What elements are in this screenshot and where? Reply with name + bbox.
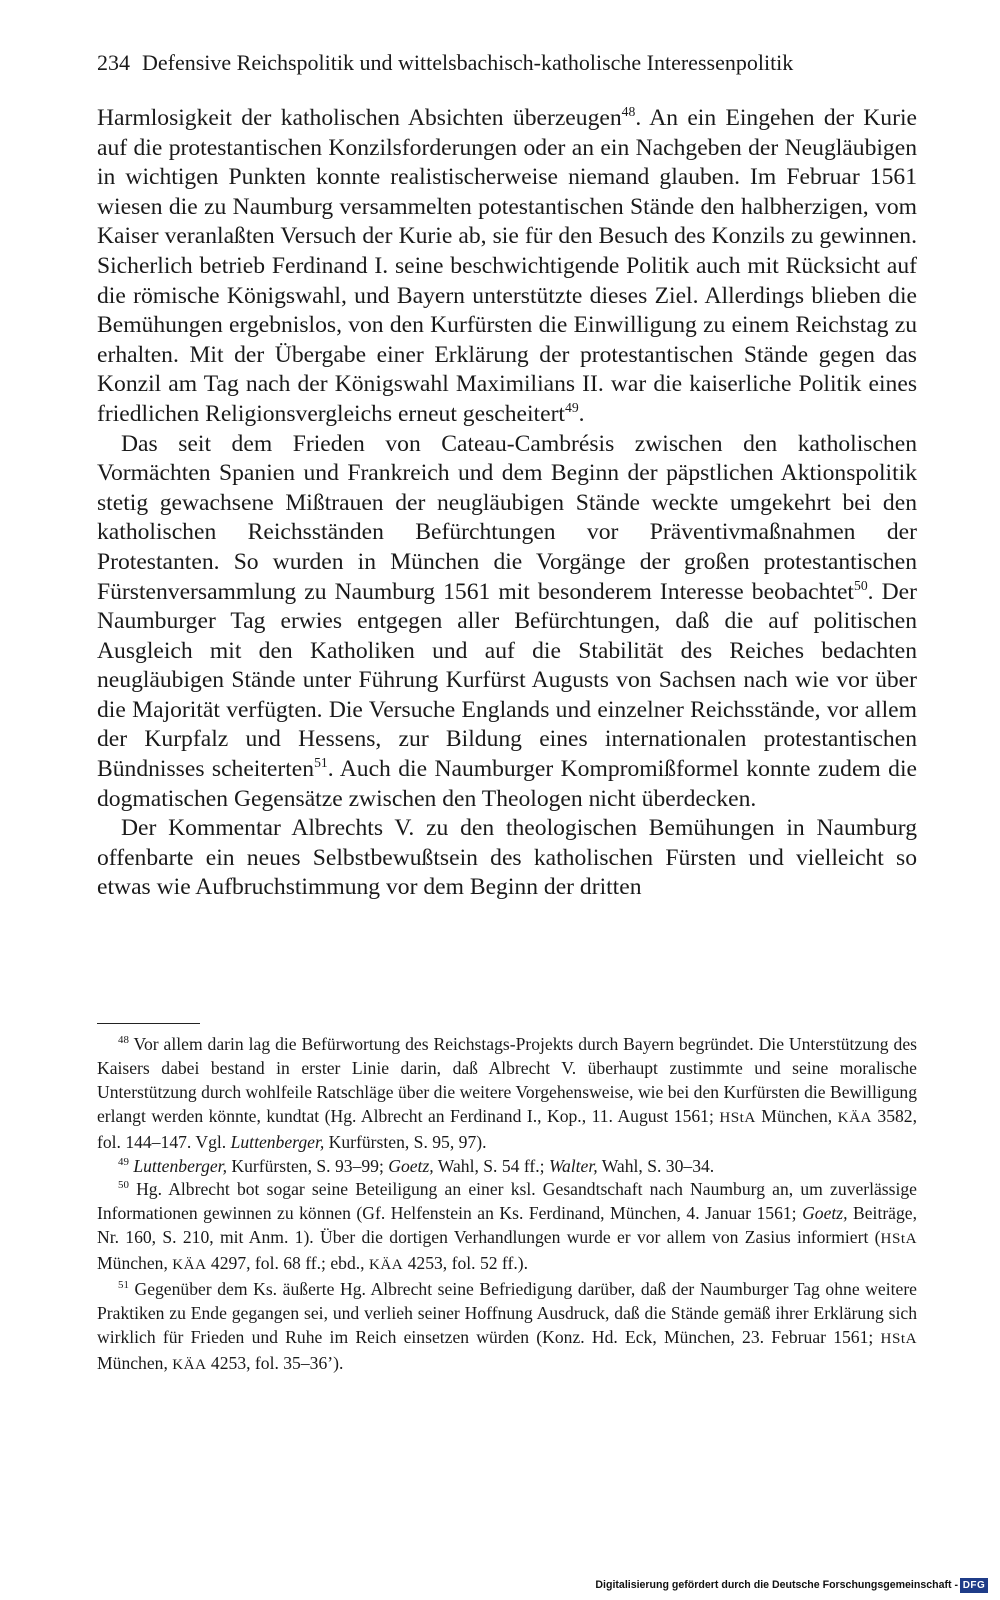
page-number: 234 [97,50,130,75]
digitization-credit: Digitalisierung gefördert durch die Deutsche Forschungsgemeinschaft - [595,1579,958,1591]
dfg-logo: DFG [960,1578,988,1593]
running-header [97,50,887,76]
footnote-number: 48 [118,1034,129,1047]
footnotes [97,1033,917,1378]
footnote-ref-49[interactable]: 49 [565,400,579,416]
main-text [97,104,917,903]
footnote-number: 51 [118,1279,129,1292]
footnote-48: $^{48}$ Vor allem darin lag die Befürwortung des Reichstags-Projekts durch Bayern begründet. Die Unterstützung des Kaisers dabei bestand in erster Linie darin, daß Albrecht V. überhaupt zustimmte und seine moralische Unterstützung durch wohlfeile Ratschläge über die weitere Vorgehensweise, wie bei den Kurfürsten die Bewilligung erlangt werden könnte, kundtat (Hg. Albrecht an Ferdinand I., Kop., 11. August 1561; HStA München, KÄA 3582, fol. 144–147. Vgl. Luttenberger, Kurfürsten, S. 95, 97). [97,1034,917,1152]
footnote-49: $^{49}$ Luttenberger, Kurfürsten, S. 93–99; Goetz, Wahl, S. 54 ff.; Walter, Wahl, S. 30–34. [118,1155,715,1176]
footnote-number: 50 [118,1179,129,1192]
running-title: Defensive Reichspolitik und wittelsbachisch-katholische Interessenpolitik [142,50,794,75]
paragraph-2: Das seit dem Frieden von Cateau-Cambrésis zwischen den katholischen Vormächten Spanien und Frankreich und dem Beginn der päpstlichen Aktionspolitik stetig gewachsene Mißtrauen der neugläubigen Stände weckte umgekehrt bei den katholischen Reichsständen Befürchtungen vor Präventivmaßnahmen der Protestanten. So wurden in München die Vorgänge der großen protestantischen Fürstenversammlung zu Naumburg 1561 mit besonderem Interesse beobachtet$^{50}$. Der Naumburger Tag erwies entgegen aller Befürchtungen, daß die auf politischen Ausgleich mit den Katholiken und auf die Stabilität des Reiches bedachten neugläubigen Stände unter Führung Kurfürst Augusts von Sachsen nach wie vor über die Majorität verfügten. Die Versuche Englands und einzelner Reichsstände, vor allem der Kurpfalz und Hessens, zur Bildung eines internationalen protestantischen Bündnisses scheiterten$^{51}$. Auch die Naumburger Kompromißformel konnte zudem die dogmatischen Gegensätze zwischen den Theologen nicht überdecken. [97,430,917,812]
paragraph-3: Der Kommentar Albrechts V. zu den theologischen Bemühungen in Naumburg offenbarte ein neues Selbstbewußtsein des katholischen Fürsten und vielleicht so etwas wie Aufbruchstimmung vor dem Beginn der dritten [97,815,917,901]
footnote-ref-48[interactable]: 48 [621,104,636,120]
footnote-ref-50[interactable]: 50 [854,577,868,593]
paragraph-1: Harmlosigkeit der katholischen Absichten überzeugen$^{48}$. An ein Eingehen der Kurie auf die protestantischen Konzilsforderungen oder an ein Nachgeben der Neugläubigen in wichtigen Punkten konnte realistischerweise niemand glauben. Im Februar 1561 wiesen die zu Naumburg versammelten potestantischen Stände den halbherzigen, vom Kaiser veranlaßten Versuch der Kurie ab, sie für den Besuch des Konzils zu gewinnen. Sicherlich betrieb Ferdinand I. seine beschwichtigende Politik auch mit Rücksicht auf die römische Königswahl, und Bayern unterstützte dieses Ziel. Allerdings blieben die Bemühungen ergebnislos, von den Kurfürsten die Einwilligung zu einem Reichstag zu erhalten. Mit der Übergabe einer Erklärung der protestantischen Stände gegen das Konzil am Tag nach der Königswahl Maximilians II. war die kaiserliche Politik eines friedlichen Religionsvergleichs erneut gescheitert$^{49}$. [97,104,917,427]
footnote-ref-51[interactable]: 51 [314,755,328,771]
footnote-51: $^{51}$ Gegenüber dem Ks. äußerte Hg. Albrecht seine Befriedigung darüber, daß der Naumburger Tag ohne weitere Praktiken zu Ende gegangen sei, und verlieh seiner Hoffnung Ausdruck, daß die Stände gemäß ihrer Erklärung sich wirklich für Frieden und Ruhe im Reich einsetzen würden (Konz. Hd. Eck, München, 23. Februar 1561; HStA München, KÄA 4253, fol. 35–36’). [97,1279,917,1373]
footnote-50: $^{50}$ Hg. Albrecht bot sogar seine Beteiligung an einer ksl. Gesandtschaft nach Naumburg an, um zuverlässige Informationen gewinnen zu können (Gf. Helfenstein an Ks. Ferdinand, München, 4. Januar 1561; Goetz, Beiträge, Nr. 160, S. 210, mit Anm. 1). Über die dortigen Verhandlungen wurde er vor allem von Zasius informiert (HStA München, KÄA 4297, fol. 68 ff.; ebd., KÄA 4253, fol. 52 ff.). [97,1179,917,1274]
footnote-number: 49 [118,1155,129,1168]
footnote-separator [97,1023,200,1024]
